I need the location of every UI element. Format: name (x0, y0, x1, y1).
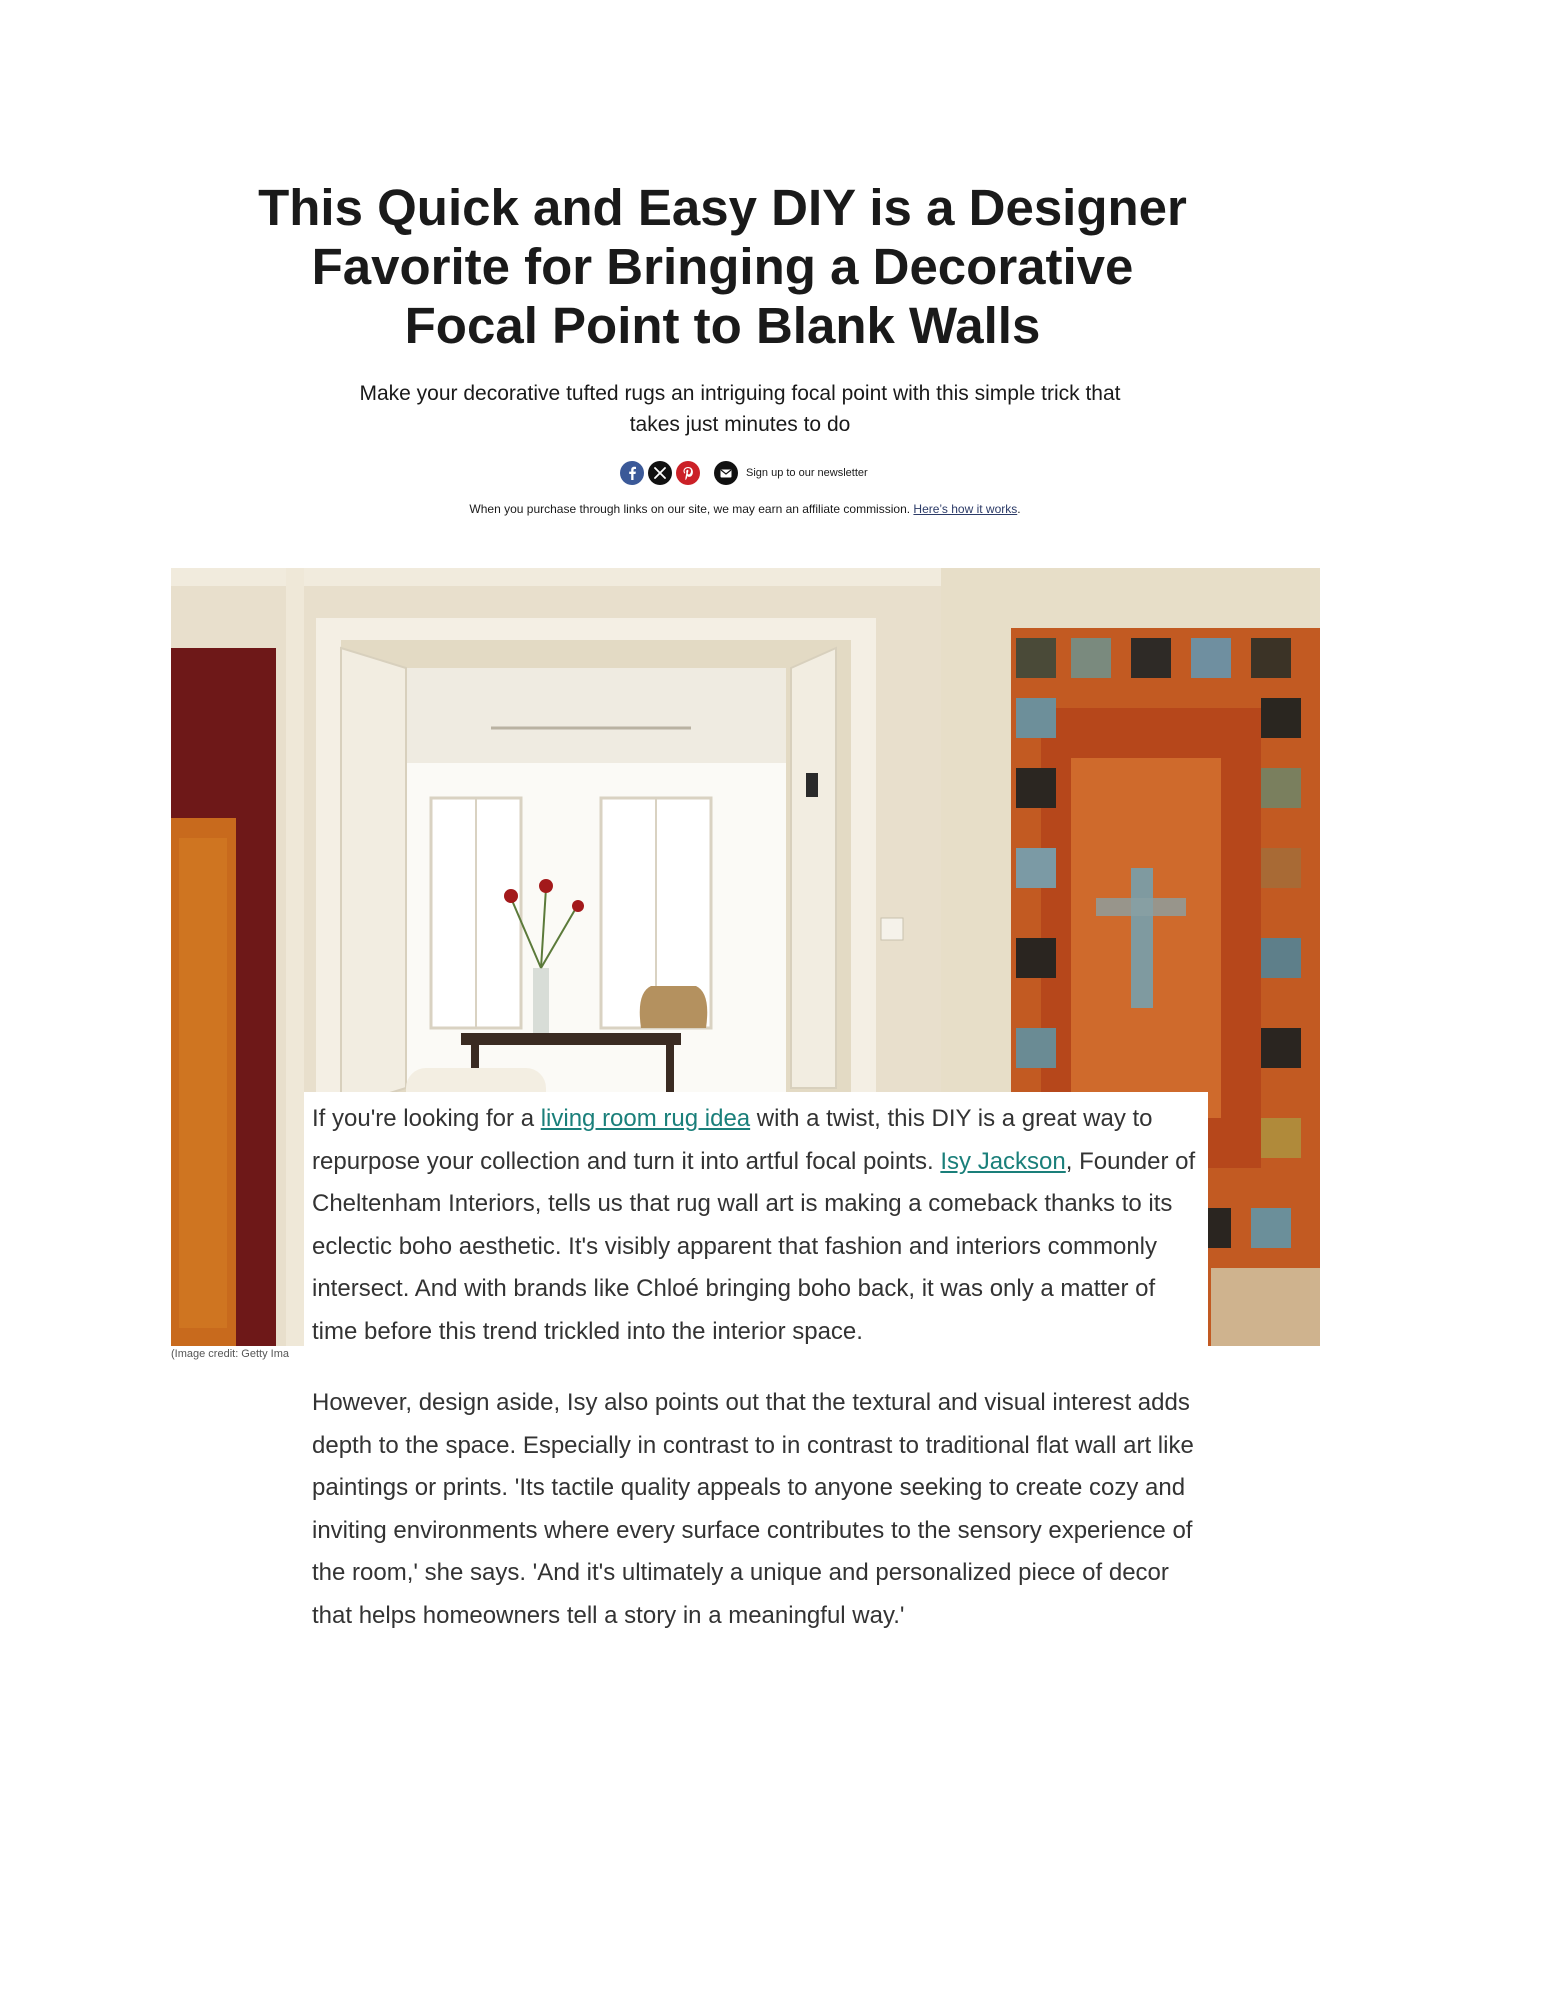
body-paragraph (312, 1098, 1200, 1353)
body-text: If you're looking for a (312, 1105, 541, 1132)
share-bar (620, 460, 868, 486)
article-headline: This Quick and Easy DIY is a Designer Favorite for Bringing a Decorative Focal Point to Blank Walls (258, 179, 1187, 354)
mail-icon (714, 461, 738, 485)
article-standfirst: Make your decorative tufted rugs an intriguing focal point with this simple trick that takes just minutes to do (359, 382, 1121, 436)
living-room-rug-idea-link[interactable]: living room rug idea (540, 1105, 751, 1132)
newsletter-signup-button[interactable] (714, 461, 868, 485)
affiliate-link[interactable]: Here’s how it works (913, 502, 1018, 516)
newsletter-label: Sign up to our newsletter (746, 467, 868, 479)
body-text: with a twist, this DIY is a great way to repurpose your collection and turn it into artful focal points. (312, 1105, 1153, 1175)
affiliate-trailing: . (1017, 502, 1021, 516)
pinterest-icon[interactable] (676, 461, 700, 485)
body-paragraph: However, design aside, Isy also points out that the textural and visual interest adds depth to the space. Especially in contrast to in contrast to traditional flat wall art like paintings or prints. 'Its tactile quality appeals to anyone seeking to create cozy and inviting environments where every surface contributes to the sensory experience of the room,' she says. 'And it's ultimately a unique and personalized piece of decor that helps homeowners tell a story in a meaningful way.' (312, 1389, 1194, 1629)
isy-jackson-link[interactable]: Isy Jackson (940, 1147, 1066, 1175)
facebook-icon[interactable] (620, 461, 644, 485)
x-icon[interactable] (648, 461, 672, 485)
affiliate-text: When you purchase through links on our site, we may earn an affiliate commission. (469, 502, 911, 516)
body-text: , Founder of Cheltenham Interiors, tells us that rug wall art is making a comeback thanks to its eclectic boho aesthetic. It's visibly apparent that fashion and interiors commonly intersect. And with brands like Chloé bringing boho back, it was only a matter of time before this trend trickled into the interior space. (312, 1147, 1196, 1345)
article-body (304, 1092, 1208, 1666)
image-credit: (Image credit: Getty Ima (171, 1348, 289, 1360)
affiliate-disclaimer (300, 502, 1190, 516)
